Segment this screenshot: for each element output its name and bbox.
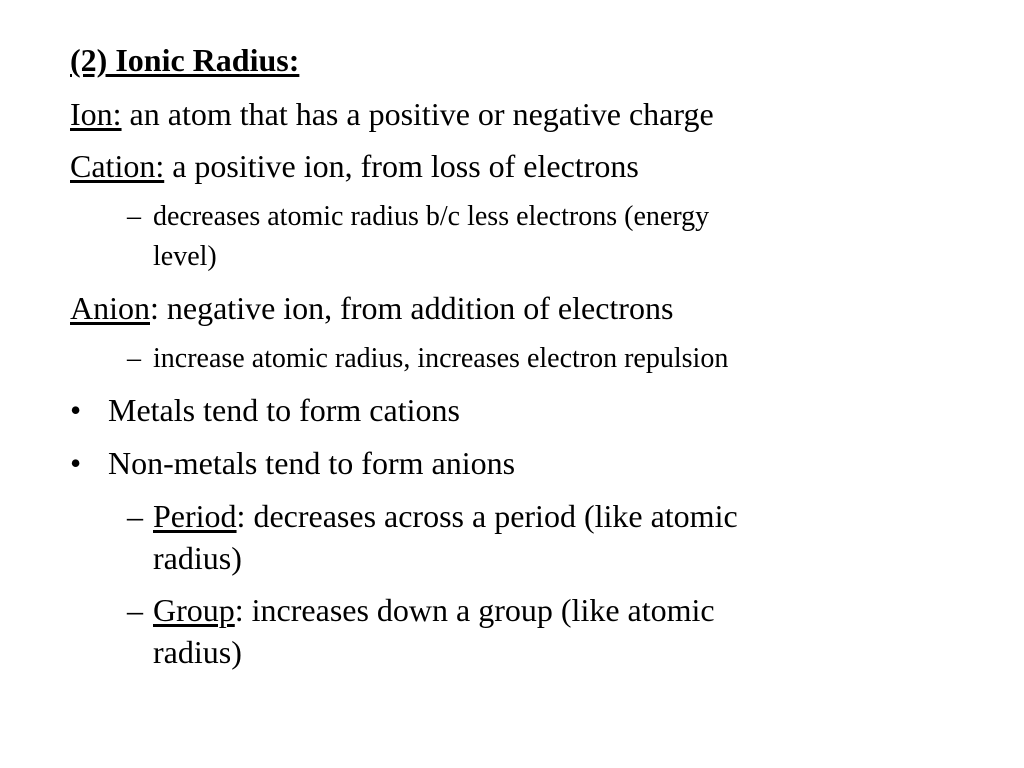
- period-line2: radius): [153, 540, 242, 576]
- cation-sub-line2: level): [153, 241, 217, 272]
- group-term: Group: [153, 592, 235, 628]
- anion-sub-line1: increase atomic radius, increases electron repulsion: [153, 343, 729, 374]
- ion-text: an atom that has a positive or negative charge: [121, 96, 714, 132]
- cation-sub-dash: –: [127, 201, 141, 232]
- anion-sub-dash: –: [127, 343, 141, 374]
- bullet-metals: Metals tend to form cations: [108, 392, 460, 428]
- bullet-nonmetals: Non-metals tend to form anions: [108, 445, 516, 481]
- group-dash: –: [127, 592, 143, 628]
- cation-term: Cation:: [70, 148, 165, 184]
- ion-term: Ion:: [70, 96, 122, 132]
- anion-definition: [70, 292, 673, 324]
- slide-heading: (2) Ionic Radius:: [70, 42, 300, 78]
- period-line1: [153, 500, 738, 532]
- ion-definition: [70, 98, 714, 130]
- cation-text: a positive ion, from loss of electrons: [164, 148, 639, 184]
- anion-term: Anion: [70, 290, 150, 326]
- period-dash: –: [127, 498, 143, 534]
- cation-sub-line1: decreases atomic radius b/c less electrons (energy: [153, 201, 710, 232]
- anion-text: : negative ion, from addition of electrons: [150, 290, 674, 326]
- group-text: : increases down a group (like atomic: [234, 592, 715, 628]
- group-line2: radius): [153, 634, 242, 670]
- bullet-icon: •: [70, 445, 82, 481]
- period-term: Period: [153, 498, 237, 534]
- cation-definition: [70, 150, 639, 182]
- bullet-icon: •: [70, 392, 82, 428]
- period-text: : decreases across a period (like atomic: [236, 498, 738, 534]
- group-line1: [153, 594, 715, 626]
